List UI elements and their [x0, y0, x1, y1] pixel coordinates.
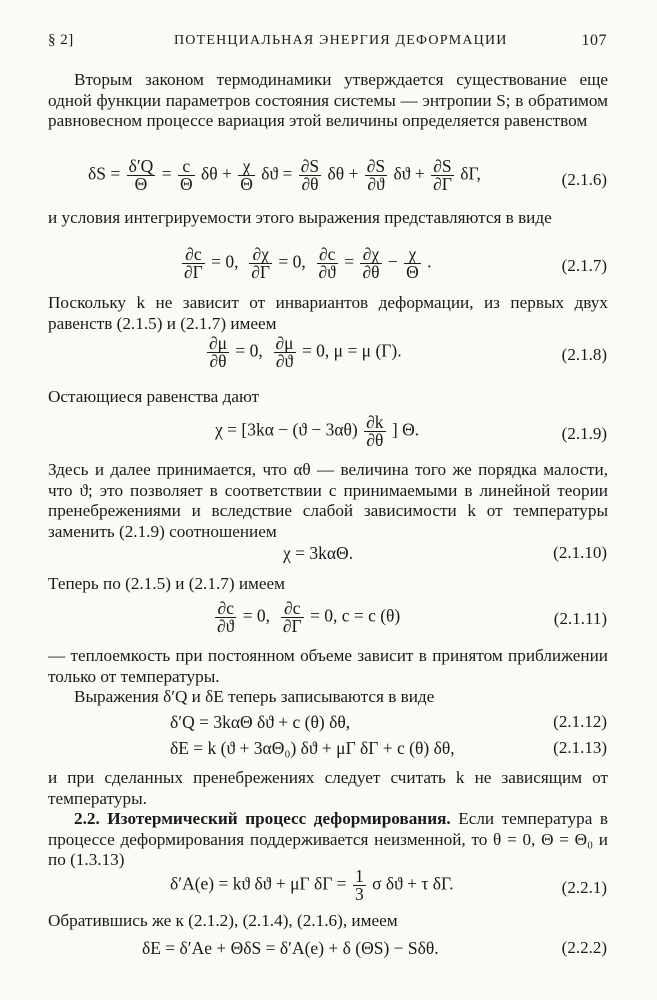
equation-number: (2.2.2)	[561, 938, 607, 957]
running-title: ПОТЕНЦИАЛЬНАЯ ЭНЕРГИЯ ДЕФОРМАЦИИ	[174, 33, 508, 48]
section-mark: § 2]	[48, 32, 74, 48]
equation-number: (2.1.10)	[553, 543, 607, 562]
equation-number: (2.1.13)	[553, 738, 607, 757]
equation-2-1-6: δS = $\frac{\delta'Q}{\Theta}$ = $\frac{c}{\Theta}$ δθ + $\frac{\chi}{\Theta}$ δϑ = $\frac{\partial S}{\partial\theta}$ δθ + $\frac{\partial S}{\partial ϑ}$ δϑ + $\frac{\partial S}{\partial\Gamma}$ δΓ,	[88, 156, 481, 194]
equation-2-1-12: δ′Q = 3kαΘ δϑ + c (θ) δθ,	[170, 712, 351, 732]
paragraph-integrability: и условия интегрируемости этого выражения представляются в виде	[48, 208, 552, 227]
equation-number: (2.1.11)	[553, 609, 607, 628]
equation-number: (2.1.7)	[561, 256, 607, 275]
equation-number: (2.1.6)	[561, 170, 607, 189]
equation-2-2-1: δ′A(e) = kϑ δϑ + μΓ δΓ = $\frac{1}{3}$ σ δϑ + τ δΓ.	[170, 866, 454, 904]
equation-number: (2.2.1)	[561, 878, 607, 897]
paragraph-now: Теперь по (2.1.5) и (2.1.7) имеем	[48, 574, 286, 593]
page-number: 107	[581, 32, 607, 49]
paragraph-isothermal: 2.2. Изотермический процесс деформирования. Если температура в процессе деформирования поддерживается неизменной, то θ = 0, Θ = Θ₀ и по (1.3.13)	[48, 809, 608, 870]
paragraph-expressions: Выражения δ′Q и δE теперь записываются в виде	[74, 687, 435, 706]
equation-2-1-13: δE = k (ϑ + 3αΘ₀) δϑ + μΓ δΓ + c (θ) δθ,	[170, 738, 455, 758]
equation-2-1-7: $\frac{\partial c}{\partial\Gamma}$ = 0, $\frac{\partial\chi}{\partial\Gamma}$ = 0, $\frac{\partial c}{\partial ϑ}$ = $\frac{\partial\chi}{\partial\theta}$ − $\frac{\chi}{\Theta}$ .	[184, 244, 432, 282]
equation-number: (2.1.8)	[561, 345, 607, 364]
paragraph-referring: Обратившись же к (2.1.2), (2.1.4), (2.1.6), имеем	[48, 911, 398, 930]
equation-2-1-10: χ = 3kαΘ.	[283, 543, 354, 563]
paragraph-entropy: Вторым законом термодинамики утверждается существование еще одной функции параметров состояния системы — энтропии S; в обратимом равновесном процессе вариация этой величины определяется равенством	[48, 70, 608, 131]
equation-number: (2.1.12)	[553, 712, 607, 731]
running-header	[48, 32, 607, 54]
equation-2-1-11: $\frac{\partial c}{\partial ϑ}$ = 0, $\frac{\partial c}{\partial\Gamma}$ = 0, c = c (θ)	[217, 598, 401, 636]
equation-2-2-2: δE = δ′Ae + ΘδS = δ′A(e) + δ (ΘS) − Sδθ.	[142, 938, 439, 958]
equation-2-1-9: χ = [3kα − (ϑ − 3αθ) $\frac{\partial k}{\partial\theta}$ ] Θ.	[215, 412, 420, 450]
paragraph-assumption: Здесь и далее принимается, что αθ — величина того же порядка малости, что ϑ; это позволяет в соответствии с принимаемыми в линейной теории пренебрежениями и вследствие слабой зависимости k от температуры заменить (2.1.9) соотношением	[48, 460, 608, 541]
paragraph-remaining: Остающиеся равенства дают	[48, 387, 260, 406]
equation-2-1-8: $\frac{\partial\mu}{\partial\theta}$ = 0, $\frac{\partial\mu}{\partial ϑ}$ = 0, μ = μ (Γ).	[209, 333, 402, 371]
paragraph-neglect: и при сделанных пренебрежениях следует считать k не зависящим от температуры.	[48, 768, 608, 808]
equation-number: (2.1.9)	[561, 424, 607, 443]
paragraph-k-invariants: Поскольку k не зависит от инвариантов деформации, из первых двух равенств (2.1.5) и (2.1.7) имеем	[48, 293, 608, 333]
section-heading: 2.2. Изотермический процесс деформирования.	[74, 809, 451, 828]
paragraph-heat-capacity: — теплоемкость при постоянном объеме зависит в принятом приближении только от температуры.	[48, 646, 608, 686]
